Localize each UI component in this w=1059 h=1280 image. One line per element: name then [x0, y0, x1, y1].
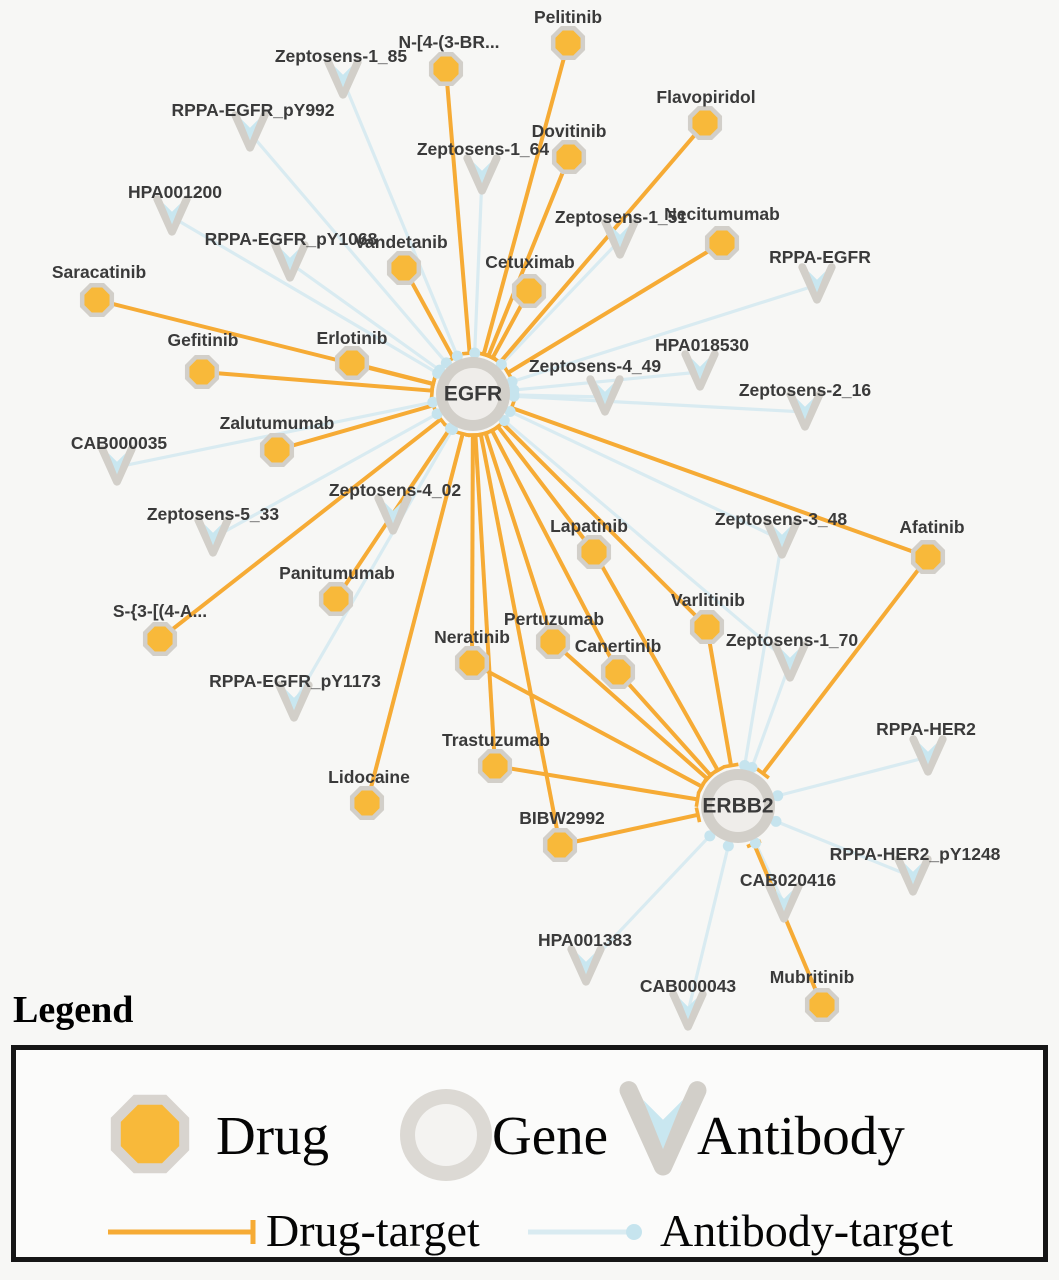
antibody-node-label: HPA018530 [654, 335, 750, 355]
legend-antibody-target-label: Antibody-target [660, 1205, 953, 1256]
drug-node-label: Lidocaine [328, 767, 410, 787]
antibody-node[interactable] [775, 645, 804, 678]
node-labels [52, 7, 1001, 996]
legend-antibody-label: Antibody [697, 1105, 905, 1166]
drug-node[interactable] [545, 830, 575, 860]
drug-node[interactable] [913, 542, 943, 572]
antibody-node-label: CAB000035 [70, 433, 168, 453]
drug-node[interactable] [603, 657, 633, 687]
gene-node-label: ERBB2 [702, 794, 774, 818]
drug-node[interactable] [457, 648, 487, 678]
antibody-node[interactable] [673, 994, 702, 1027]
antibody-node-label: RPPA-HER2_pY1248 [829, 844, 1001, 864]
drug-node-label: Panitumumab [279, 563, 395, 583]
drug-node-label: Vandetanib [354, 232, 448, 252]
antibody-node[interactable] [275, 245, 304, 278]
drug-node[interactable] [337, 348, 367, 378]
drug-node-label: BIBW2992 [519, 808, 605, 828]
drug-target-edge [618, 672, 711, 775]
drug-node-label: Erlotinib [316, 328, 388, 348]
antibody-node[interactable] [685, 354, 714, 387]
antibody-node-label: Zeptosens-1_85 [274, 46, 408, 66]
drug-target-tee [724, 764, 739, 767]
drug-node[interactable] [579, 537, 609, 567]
drug-node[interactable] [538, 627, 568, 657]
drug-node-label: Lapatinib [550, 516, 628, 536]
drug-node-label: Cetuximab [485, 252, 575, 272]
drug-node[interactable] [514, 276, 544, 306]
antibody-node-label: CAB020416 [739, 870, 837, 890]
drug-node[interactable] [480, 751, 510, 781]
drug-node-label: Gefitinib [167, 330, 239, 350]
drug-node-label: Flavopiridol [656, 87, 756, 107]
drug-node[interactable] [553, 28, 583, 58]
antibody-node[interactable] [198, 520, 227, 553]
drug-target-tee [696, 792, 698, 807]
antibody-node[interactable] [769, 886, 798, 919]
antibody-node[interactable] [328, 62, 357, 95]
antibody-node-label: CAB000043 [639, 976, 737, 996]
legend-antibody-target-dot [626, 1224, 642, 1240]
antibody-node-label: Zeptosens-1_64 [416, 139, 550, 159]
antibody-node[interactable] [157, 199, 186, 232]
antibody-node-label: RPPA-EGFR [769, 247, 871, 267]
drug-node-label: Neratinib [434, 627, 510, 647]
drug-node[interactable] [321, 584, 351, 614]
antibody-node-label: HPA001383 [537, 930, 633, 950]
antibody-node[interactable] [102, 449, 131, 482]
antibody-node-label: Zeptosens-2_16 [738, 380, 872, 400]
drug-node[interactable] [707, 228, 737, 258]
drug-node-label: Pelitinib [533, 7, 603, 27]
drug-node[interactable] [352, 788, 382, 818]
drug-target-edge [446, 69, 470, 353]
antibody-node[interactable] [898, 859, 927, 892]
drug-node[interactable] [82, 285, 112, 315]
drug-node[interactable] [554, 142, 584, 172]
antibody-target-dot [469, 348, 480, 359]
drug-node-label: S-{3-[(4-A... [112, 601, 208, 621]
drug-node[interactable] [187, 357, 217, 387]
drug-node-label: Dovitinib [531, 121, 607, 141]
antibody-node[interactable] [590, 379, 619, 412]
antibody-target-edge [778, 757, 928, 796]
legend-gene-node-core [415, 1104, 477, 1166]
antibody-node-label: RPPA-EGFR_pY1068 [204, 229, 378, 249]
drug-node[interactable] [690, 108, 720, 138]
antibody-node[interactable] [467, 158, 496, 191]
antibody-node-label: HPA001200 [127, 182, 223, 202]
drug-target-tee [431, 377, 435, 392]
drug-target-edge [495, 766, 698, 799]
antibody-node-label: RPPA-EGFR_pY992 [171, 100, 335, 120]
legend-title: Legend [13, 989, 134, 1031]
antibody-node-label: Zeptosens-4_02 [328, 480, 462, 500]
antibody-node[interactable] [802, 267, 831, 300]
antibody-target-edge [475, 176, 482, 353]
antibody-node-label: Zeptosens-1_51 [554, 207, 688, 227]
antibody-node-label: Zeptosens-4_49 [528, 356, 662, 376]
drug-node-label: Pertuzumab [503, 609, 605, 629]
drug-node-label: Saracatinib [51, 262, 147, 282]
legend-gene-label: Gene [492, 1105, 609, 1166]
legend-drug-node-icon [116, 1100, 184, 1168]
legend-drug-label: Drug [216, 1105, 330, 1166]
antibody-node[interactable] [913, 739, 942, 772]
drug-node-label: Zalutumumab [219, 413, 335, 433]
drug-node-label: Canertinib [574, 636, 662, 656]
drug-node[interactable] [262, 435, 292, 465]
drug-target-tee [696, 807, 699, 822]
drug-node-label: Varlitinib [671, 590, 745, 610]
legend-drug-target-label: Drug-target [266, 1205, 480, 1256]
drug-node[interactable] [807, 990, 837, 1020]
drug-node-label: Afatinib [899, 517, 965, 537]
antibody-node-label: RPPA-EGFR_pY1173 [209, 671, 381, 691]
drug-node-label: Mubritinib [769, 967, 855, 987]
antibody-node[interactable] [571, 949, 600, 982]
drug-node[interactable] [145, 624, 175, 654]
drug-node[interactable] [692, 612, 722, 642]
drug-node-label: Necitumumab [664, 204, 780, 224]
drug-node-label: Trastuzumab [442, 730, 550, 750]
drug-node-label: N-[4-(3-BR... [398, 32, 500, 52]
antibody-node-label: Zeptosens-3_48 [714, 509, 848, 529]
antibody-node-label: Zeptosens-5_33 [146, 504, 280, 524]
antibody-target-dot [508, 391, 519, 402]
legend-box [11, 1045, 1048, 1262]
drug-node[interactable] [389, 253, 419, 283]
legend-antibody-node-icon [629, 1090, 698, 1166]
gene-node-label: EGFR [443, 382, 503, 406]
drug-node[interactable] [431, 54, 461, 84]
antibody-node-label: Zeptosens-1_70 [725, 630, 859, 650]
antibody-node-label: RPPA-HER2 [876, 719, 976, 739]
